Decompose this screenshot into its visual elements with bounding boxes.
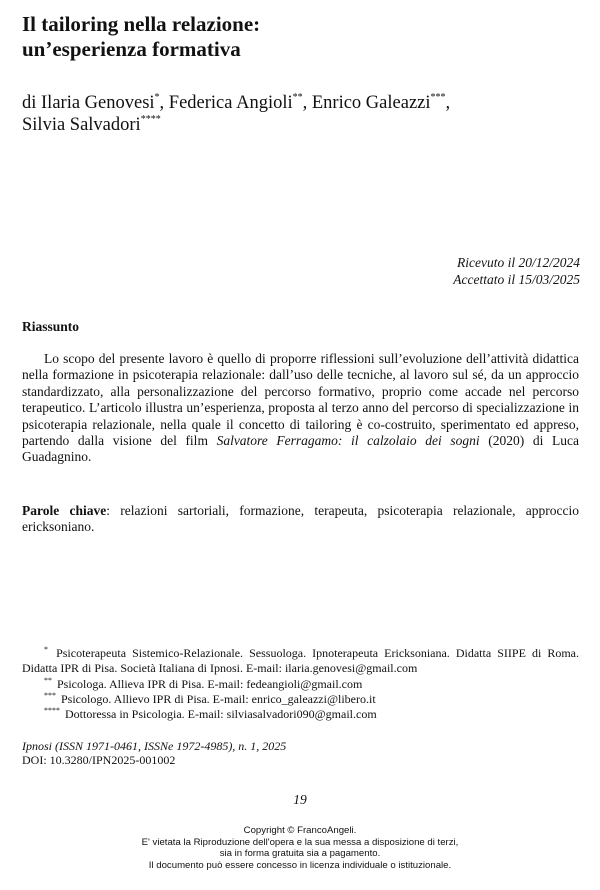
copyright-line: sia in forma gratuita sia a pagamento.: [219, 848, 381, 860]
footnote-mark: *: [44, 645, 48, 654]
author-footnote-mark: *: [154, 92, 160, 103]
abstract-body: Lo scopo del presente lavoro è quello di proporre riflessioni sull’evoluzione dell’attività didattica nella formazione in psicoterapia relazionale: dall’uso delle tecniche, al lavoro sul sé, da un approccio standardizzato, alla personalizzazione del percorso formativo, proprio come accade nel percorso terapeutico. L’articolo illustra un’esperienza, proposta al terzo anno del percorso di specializzazione in psicoterapia relazionale, nella quale il concetto di tailoring è co-costruito, sperimentato ed appreso, partendo dalla visione del film: [22, 351, 579, 449]
keywords: [22, 503, 579, 536]
author-separator: ,: [159, 93, 169, 113]
abstract-body-end: (2020) di Luca Guadagnino.: [22, 433, 579, 465]
footnote: [22, 646, 579, 677]
footnote-mark: ***: [44, 690, 56, 700]
received-date: Ricevuto il 20/12/2024: [457, 255, 580, 270]
keywords-text: : relazioni sartoriali, formazione, terapeuta, psicoterapia relazionale, approccio ericksoniano.: [22, 503, 579, 535]
copyright-line: E' vietata la Riproduzione dell'opera e la sua messa a disposizione di terzi,: [141, 836, 459, 848]
submission-dates: [280, 254, 580, 288]
keywords-label: Parole chiave: [22, 503, 107, 518]
author-footnote-mark: **: [292, 92, 303, 103]
footnote-text: Psicologa. Allieva IPR di Pisa. E-mail: fedeangioli@gmail.com: [57, 676, 363, 691]
accepted-date: Accettato il 15/03/2025: [453, 272, 580, 287]
author-footnote-mark: ****: [140, 114, 161, 125]
copyright-line: Il documento può essere concesso in licenza individuale o istituzionale.: [148, 859, 452, 871]
copyright-notice: [0, 825, 600, 871]
author-name: Federica Angioli: [168, 93, 293, 113]
article-title-line-1: Il tailoring nella relazione:: [22, 12, 261, 36]
footnote-mark: **: [44, 675, 52, 685]
abstract-text: [22, 351, 579, 466]
abstract-heading: Riassunto: [22, 319, 80, 334]
footnote-text: Dottoressa in Psicologia. E-mail: silviasalvadori090@gmail.com: [65, 707, 377, 722]
copyright-line: Copyright © FrancoAngeli.: [243, 825, 357, 836]
author-separator: ,: [302, 93, 312, 113]
author-list: [22, 92, 582, 136]
footnotes: [22, 646, 579, 722]
footnote: [22, 707, 579, 722]
author-name: Enrico Galeazzi: [311, 93, 431, 113]
journal-citation: Ipnosi (ISSN 1971-0461, ISSNe 1972-4985), n. 1, 2025: [22, 739, 287, 753]
page-number: 19: [293, 792, 307, 807]
author-name: Silvia Salvadori: [22, 115, 141, 135]
film-title: Salvatore Ferragamo: il calzolaio dei sogni: [216, 433, 480, 449]
footnote-text: Psicologo. Allievo IPR di Pisa. E-mail: enrico_galeazzi@libero.it: [61, 691, 376, 706]
footnote-mark: ****: [44, 706, 60, 716]
doi: DOI: 10.3280/IPN2025-001002: [22, 753, 176, 767]
footnote-text: Psicoterapeuta Sistemico-Relazionale. Sessuologa. Ipnoterapeuta Ericksoniana. Didatta SIIPE di Roma. Didatta IPR di Pisa. Società Italiana di Ipnosi. E-mail: ilaria.genovesi@gmail.com: [22, 646, 579, 676]
author-footnote-mark: ***: [430, 92, 446, 103]
footnote: [22, 692, 579, 707]
author-separator: ,: [445, 93, 451, 113]
journal-info: [22, 739, 579, 767]
article-title-line-2: un’esperienza formativa: [22, 37, 241, 61]
footnote: [22, 677, 579, 692]
article-title: [22, 12, 562, 62]
author-name: Ilaria Genovesi: [41, 93, 155, 113]
authors-prefix: di: [22, 93, 42, 113]
